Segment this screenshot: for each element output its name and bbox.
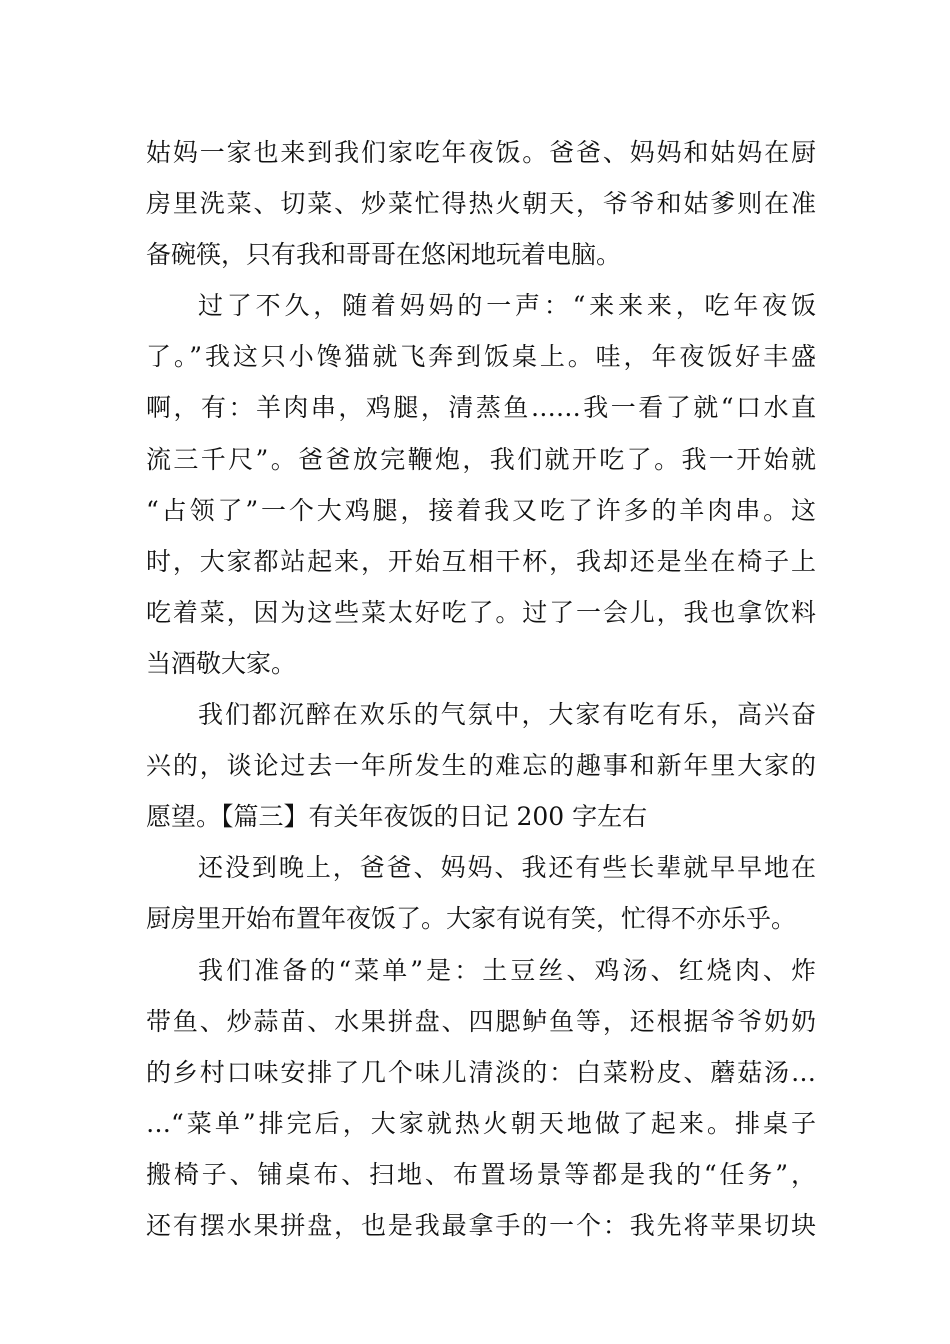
text-line: 我们准备的“菜单”是：土豆丝、鸡汤、红烧肉、炸 [198, 955, 816, 985]
text-line: “占领了”一个大鸡腿，接着我又吃了许多的羊肉串。这 [146, 495, 816, 525]
text-line: 流三千尺”。爸爸放完鞭炮，我们就开吃了。我一开始就 [146, 444, 816, 474]
text-line: 还没到晚上，爸爸、妈妈、我还有些长辈就早早地在 [198, 853, 816, 883]
document-body [146, 127, 816, 1251]
text-line: 搬椅子、铺桌布、扫地、布置场景等都是我的“任务”， [146, 1159, 816, 1189]
text-line: 过了不久，随着妈妈的一声：“来来来，吃年夜饭 [198, 291, 816, 321]
text-line: 兴的，谈论过去一年所发生的难忘的趣事和新年里大家的 [146, 751, 816, 781]
text-line: 的乡村口味安排了几个味儿清淡的：白菜粉皮、蘑菇汤… [146, 1057, 816, 1087]
text-line: 还有摆水果拼盘，也是我最拿手的一个：我先将苹果切块 [146, 1210, 816, 1240]
text-line: 吃着菜，因为这些菜太好吃了。过了一会儿，我也拿饮料 [146, 597, 816, 627]
text-line: 啊，有：羊肉串，鸡腿，清蒸鱼……我一看了就“口水直 [146, 393, 816, 423]
text-line: 愿望。【篇三】有关年夜饭的日记 200 字左右 [146, 802, 648, 832]
text-line: 带鱼、炒蒜苗、水果拼盘、四腮鲈鱼等，还根据爷爷奶奶 [146, 1006, 816, 1036]
text-line: …“菜单”排完后，大家就热火朝天地做了起来。排桌子 [146, 1108, 816, 1138]
text-line: 房里洗菜、切菜、炒菜忙得热火朝天，爷爷和姑爹则在准 [146, 189, 816, 219]
text-line: 时，大家都站起来，开始互相干杯，我却还是坐在椅子上 [146, 546, 816, 576]
text-line: 我们都沉醉在欢乐的气氛中，大家有吃有乐，高兴奋 [198, 700, 816, 730]
text-line: 姑妈一家也来到我们家吃年夜饭。爸爸、妈妈和姑妈在厨 [146, 138, 816, 167]
text-line: 当酒敬大家。 [146, 648, 297, 678]
text-line: 备碗筷，只有我和哥哥在悠闲地玩着电脑。 [146, 240, 622, 270]
text-line: 了。”我这只小馋猫就飞奔到饭桌上。哇，年夜饭好丰盛 [146, 342, 816, 372]
text-line: 厨房里开始布置年夜饭了。大家有说有笑，忙得不亦乐乎。 [146, 904, 797, 934]
